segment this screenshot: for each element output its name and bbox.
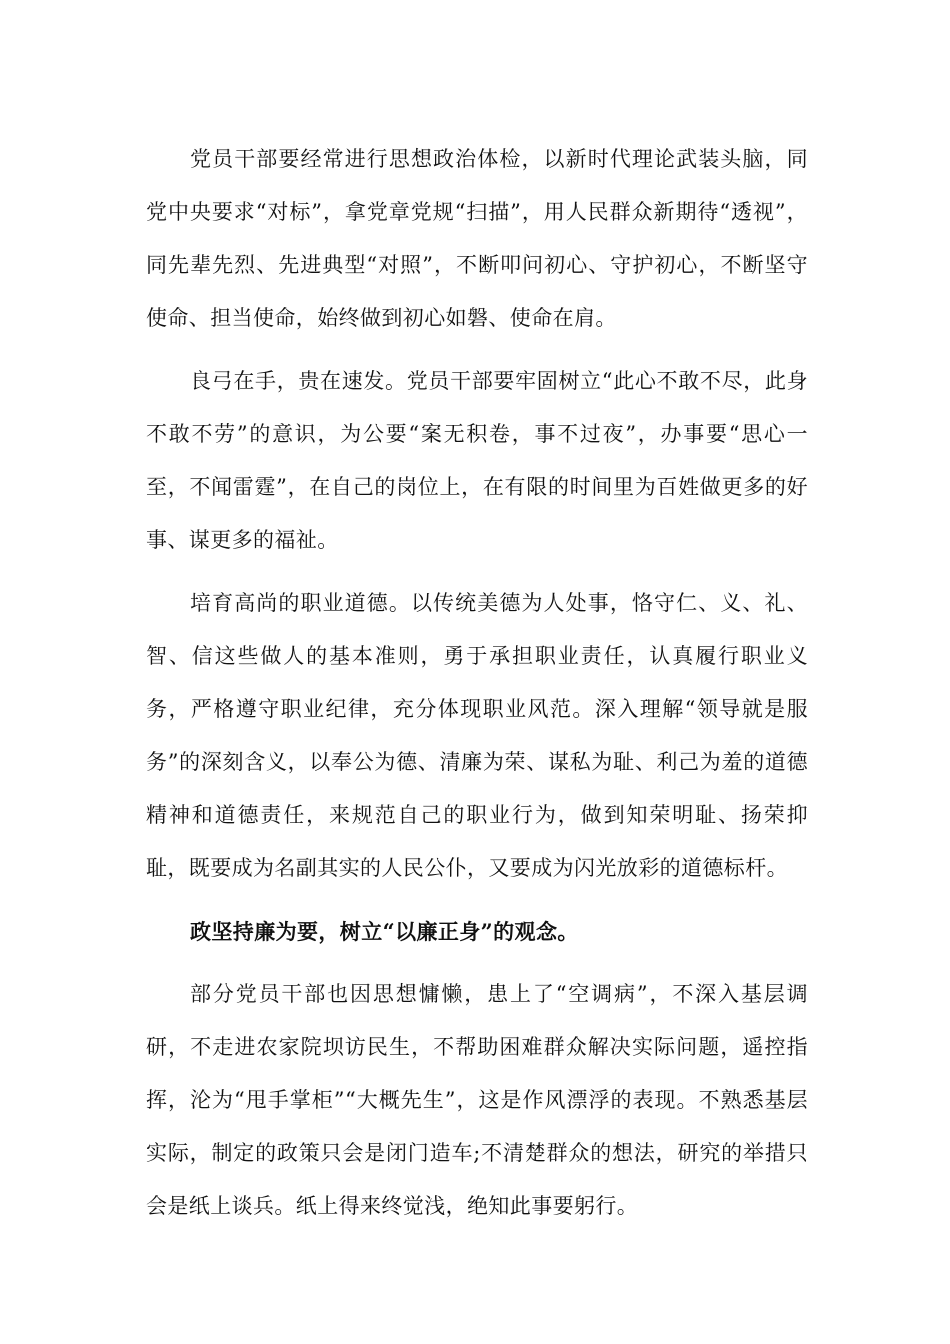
paragraph-5: 部分党员干部也因思想慵懒，患上了“空调病”，不深入基层调研，不走进农家院坝访民生，不帮助困难群众解决实际问题，遥控指挥，沦为“甩手掌柜”“大概先生”，这是作风漂浮的表现。不熟悉基层实际，制定的政策只会是闭门造车;不清楚群众的想法，研究的举措只会是纸上谈兵。纸上得来终觉浅，绝知此事要躬行。: [146, 982, 808, 1218]
paragraph-2: 良弓在手，贵在速发。党员干部要牢固树立“此心不敢不尽，此身不敢不劳”的意识，为公要“案无积卷，事不过夜”，办事要“思心一至，不闻雷霆”，在自己的岗位上，在有限的时间里为百姓做更多的好事、谋更多的福祉。: [146, 369, 808, 552]
section-heading: 政坚持廉为要，树立“以廉正身”的观念。: [190, 919, 579, 944]
paragraph-3: 培育高尚的职业道德。以传统美德为人处事，恪守仁、义、礼、智、信这些做人的基本准则，勇于承担职业责任，认真履行职业义务，严格遵守职业纪律，充分体现职业风范。深入理解“领导就是服务”的深刻含义，以奉公为德、清廉为荣、谋私为耻、利己为羞的道德精神和道德责任，来规范自己的职业行为，做到知荣明耻、扬荣抑耻，既要成为名副其实的人民公仆，又要成为闪光放彩的道德标杆。: [146, 591, 808, 880]
paragraph-1: 党员干部要经常进行思想政治体检，以新时代理论武装头脑，同党中央要求“对标”，拿党章党规“扫描”，用人民群众新期待“透视”，同先辈先烈、先进典型“对照”，不断叩问初心、守护初心，不断坚守使命、担当使命，始终做到初心如磐、使命在肩。: [146, 147, 808, 330]
